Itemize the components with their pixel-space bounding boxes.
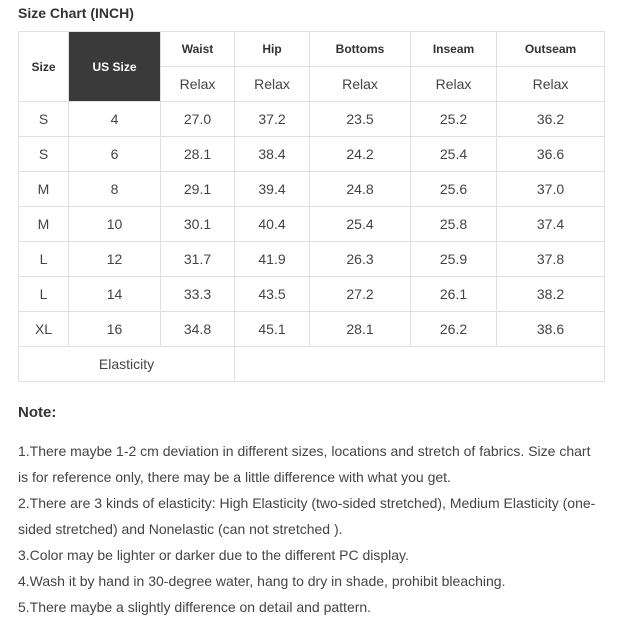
cell-size: M — [19, 172, 69, 207]
note-item: 2.There are 3 kinds of elasticity: High Elasticity (two-sided stretched), Medium Elasticity (one-sided stretched) and Nonelastic (can not stretched ). — [18, 495, 596, 537]
cell-inseam: 25.6 — [411, 172, 497, 207]
table-body — [19, 102, 605, 347]
cell-size: XL — [19, 312, 69, 347]
cell-size: M — [19, 207, 69, 242]
note-item: 1.There maybe 1-2 cm deviation in different sizes, locations and stretch of fabrics. Size chart is for reference only, there may be a little difference with what you get. — [18, 443, 591, 485]
cell-inseam: 25.8 — [411, 207, 497, 242]
size-chart-title: Size Chart (INCH) — [18, 5, 134, 21]
cell-waist: 31.7 — [161, 242, 235, 277]
cell-hip: 38.4 — [235, 137, 310, 172]
size-chart-table — [18, 31, 605, 382]
note-item: 5.There maybe a slightly difference on detail and pattern. — [18, 599, 372, 615]
cell-bottoms: 24.2 — [310, 137, 411, 172]
elasticity-value — [235, 347, 605, 382]
cell-bottoms: 25.4 — [310, 207, 411, 242]
cell-outseam: 38.6 — [497, 312, 605, 347]
cell-size: S — [19, 102, 69, 137]
cell-hip: 39.4 — [235, 172, 310, 207]
cell-waist: 34.8 — [161, 312, 235, 347]
column-header-hip: Hip — [235, 32, 310, 67]
cell-waist: 33.3 — [161, 277, 235, 312]
elasticity-label: Elasticity — [19, 347, 235, 382]
subheader-outseam-relax: Relax — [497, 67, 605, 102]
table-row — [19, 172, 605, 207]
cell-us-size: 4 — [69, 102, 161, 137]
cell-hip: 45.1 — [235, 312, 310, 347]
cell-outseam: 38.2 — [497, 277, 605, 312]
cell-bottoms: 26.3 — [310, 242, 411, 277]
elasticity-row — [19, 347, 605, 382]
cell-bottoms: 24.8 — [310, 172, 411, 207]
cell-bottoms: 28.1 — [310, 312, 411, 347]
cell-us-size: 16 — [69, 312, 161, 347]
cell-us-size: 8 — [69, 172, 161, 207]
table-row — [19, 242, 605, 277]
cell-size: L — [19, 277, 69, 312]
column-header-us-size: US Size — [69, 32, 161, 102]
subheader-bottoms-relax: Relax — [310, 67, 411, 102]
cell-outseam: 37.0 — [497, 172, 605, 207]
cell-size: S — [19, 137, 69, 172]
cell-hip: 41.9 — [235, 242, 310, 277]
cell-inseam: 25.4 — [411, 137, 497, 172]
cell-us-size: 10 — [69, 207, 161, 242]
cell-hip: 37.2 — [235, 102, 310, 137]
column-header-outseam: Outseam — [497, 32, 605, 67]
note-list — [18, 438, 598, 620]
cell-outseam: 36.6 — [497, 137, 605, 172]
cell-outseam: 37.8 — [497, 242, 605, 277]
table-row — [19, 137, 605, 172]
table-row — [19, 312, 605, 347]
subheader-waist-relax: Relax — [161, 67, 235, 102]
cell-waist: 30.1 — [161, 207, 235, 242]
cell-inseam: 25.2 — [411, 102, 497, 137]
cell-inseam: 25.9 — [411, 242, 497, 277]
cell-us-size: 12 — [69, 242, 161, 277]
cell-outseam: 36.2 — [497, 102, 605, 137]
note-item: 4.Wash it by hand in 30-degree water, hang to dry in shade, prohibit bleaching. — [18, 573, 506, 589]
column-header-bottoms: Bottoms — [310, 32, 411, 67]
cell-us-size: 6 — [69, 137, 161, 172]
table-row — [19, 207, 605, 242]
cell-waist: 29.1 — [161, 172, 235, 207]
cell-inseam: 26.1 — [411, 277, 497, 312]
column-header-waist: Waist — [161, 32, 235, 67]
cell-outseam: 37.4 — [497, 207, 605, 242]
column-header-size: Size — [19, 32, 69, 102]
cell-bottoms: 23.5 — [310, 102, 411, 137]
cell-inseam: 26.2 — [411, 312, 497, 347]
cell-waist: 27.0 — [161, 102, 235, 137]
table-row — [19, 277, 605, 312]
header-row — [19, 32, 605, 67]
note-item: 3.Color may be lighter or darker due to the different PC display. — [18, 547, 409, 563]
note-title: Note: — [18, 404, 57, 421]
cell-hip: 40.4 — [235, 207, 310, 242]
subheader-hip-relax: Relax — [235, 67, 310, 102]
cell-us-size: 14 — [69, 277, 161, 312]
cell-bottoms: 27.2 — [310, 277, 411, 312]
table-row — [19, 102, 605, 137]
subheader-inseam-relax: Relax — [411, 67, 497, 102]
cell-waist: 28.1 — [161, 137, 235, 172]
cell-hip: 43.5 — [235, 277, 310, 312]
cell-size: L — [19, 242, 69, 277]
column-header-inseam: Inseam — [411, 32, 497, 67]
